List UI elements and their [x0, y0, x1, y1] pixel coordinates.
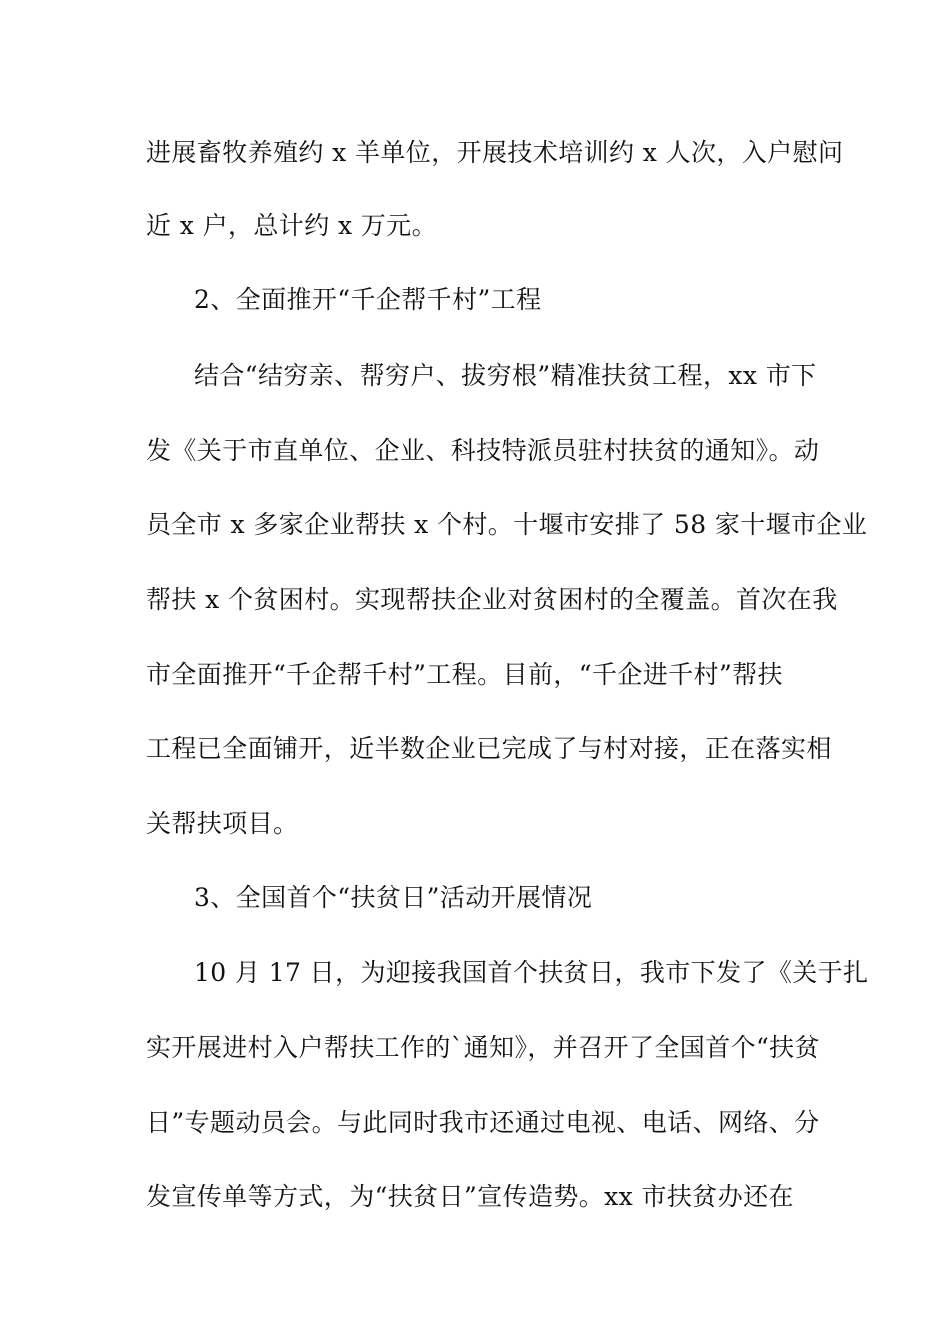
section-heading: 3、全国首个“扶贫日”活动开展情况 [194, 883, 593, 912]
body-text-line: 员全市 x 多家企业帮扶 x 个村。十堰市安排了 58 家十堰市企业 [146, 510, 868, 539]
section-heading: 2、全面推开“千企帮千村”工程 [194, 285, 542, 314]
body-text-line: 发宣传单等方式，为“扶贫日”宣传造势。xx 市扶贫办还在 [146, 1182, 794, 1211]
body-text-line: 帮扶 x 个贫困村。实现帮扶企业对贫困村的全覆盖。首次在我 [146, 585, 838, 614]
body-text-line: 实开展进村入户帮扶工作的`通知》，并召开了全国首个“扶贫 [146, 1033, 820, 1062]
body-text-line: 市全面推开“千企帮千村”工程。目前，“千企进千村”帮扶 [146, 660, 783, 689]
body-text-line: 日”专题动员会。与此同时我市还通过电视、电话、网络、分 [146, 1108, 820, 1137]
body-text-line: 近 x 户，总计约 x 万元。 [146, 211, 437, 240]
body-text-line: 关帮扶项目。 [146, 809, 299, 838]
body-text-line: 10 月 17 日，为迎接我国首个扶贫日，我市下发了《关于扎 [194, 958, 869, 987]
body-text-line: 进展畜牧养殖约 x 羊单位，开展技术培训约 x 人次，入户慰问 [146, 138, 844, 167]
body-text-line: 结合“结穷亲、帮穷户、拔穷根”精准扶贫工程，xx 市下 [194, 361, 817, 390]
body-text-line: 工程已全面铺开，近半数企业已完成了与村对接，正在落实相 [146, 734, 832, 763]
body-text-line: 发《关于市直单位、企业、科技特派员驻村扶贫的通知》。动 [146, 436, 820, 465]
